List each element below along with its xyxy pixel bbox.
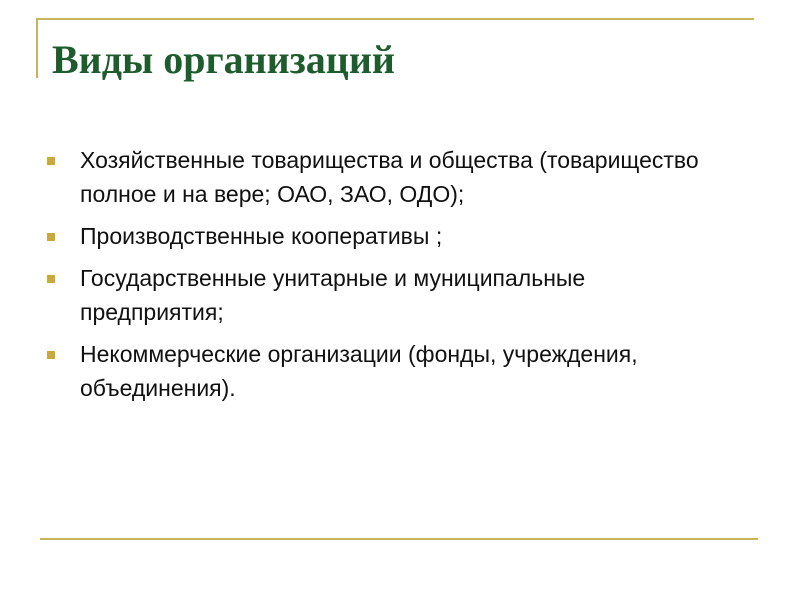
bullet-item [42, 337, 722, 405]
slide-title: Виды организаций [52, 37, 395, 82]
bullet-list [42, 143, 722, 413]
bullet-text: Производственные кооперативы ; [80, 223, 443, 249]
bullet-text: Хозяйственные товарищества и общества (товарищество полное и на вере; ОАО, ЗАО, ОДО); [80, 147, 699, 207]
square-bullet-icon [47, 157, 55, 165]
frame-line-bottom [40, 538, 758, 540]
square-bullet-icon [47, 233, 55, 241]
bullet-text: Государственные унитарные и муниципальные предприятия; [80, 265, 586, 325]
square-bullet-icon [47, 275, 55, 283]
frame-line-top [36, 18, 754, 20]
bullet-item [42, 219, 722, 253]
bullet-item [42, 261, 722, 329]
square-bullet-icon [47, 351, 55, 359]
bullet-text: Некоммерческие организации (фонды, учреждения, объединения). [80, 341, 638, 401]
bullet-item [42, 143, 722, 211]
frame-line-left [36, 18, 38, 78]
